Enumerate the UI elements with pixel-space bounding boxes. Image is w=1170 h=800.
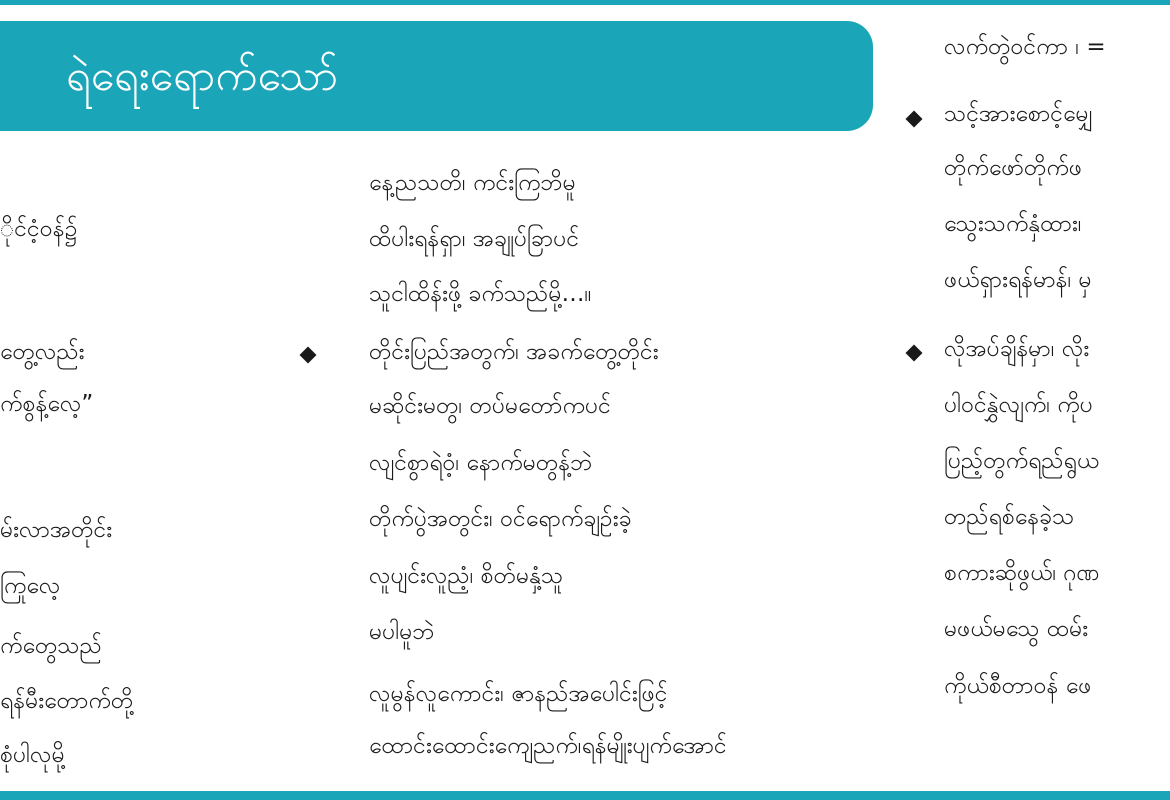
text-line: တိုက်ပွဲအတွင်း၊ ဝင်ရောက်ချဉ်းခဲ့ [369, 506, 632, 532]
bullet-diamond-icon [906, 111, 923, 128]
text-line: ကိုယ်စီတာဝန် ဖေ [944, 673, 1092, 699]
text-line: သူငါထိန်းဖို့ ခက်သည်မို့…။ [369, 281, 592, 307]
text-line: စုံပါလုမို့ [0, 742, 65, 768]
text-line: လူမွန်လူကောင်း၊ ဇာနည်အပေါင်းဖြင့် [369, 681, 668, 707]
text-line: ပါဝင်နွှဲလျက်၊ ကိုပ [944, 392, 1093, 418]
text-line: လူပျင်းလူညံ့၊ စိတ်မနှံ့သူ [369, 563, 564, 589]
text-line: ဖယ်ရှားရန်မာန်၊ မှ [944, 267, 1092, 293]
text-line: ိုင်ငံ့ဝန်၌ [0, 216, 78, 242]
text-line: မဆိုင်းမတွ၊ တပ်မတော်ကပင် [369, 393, 611, 419]
text-line: လျင်စွာရဲဝံ့၊ နောက်မတွန့်ဘဲ [369, 450, 593, 476]
text-line: က်တွေသည် [0, 633, 102, 659]
bullet-diamond-icon [300, 347, 317, 364]
text-line: သင့်အားစောင့်မျှေ [944, 101, 1094, 127]
text-line: မဖယ်မသွေ ထမ်း [944, 616, 1089, 642]
text-line: လိုအပ်ချိန်မှာ၊ လိုး [944, 336, 1090, 362]
text-line: မ်းလာအတိုင်း [0, 517, 113, 543]
text-line: ထိပါးရန်ရှာ၊ အချုပ်ခြာပင် [369, 226, 580, 252]
text-line: ရန်မီးတောက်တို့ [0, 688, 134, 714]
text-line: တည်ရစ်နေခဲ့သ [944, 504, 1075, 530]
text-line: ပြည့်တွက်ရည်ရွယ [944, 448, 1100, 474]
text-line: စကားဆိုဖွယ်၊ ဂုဏ [944, 560, 1100, 586]
text-line: သွေးသက်နှံထား၊ [944, 211, 1082, 237]
text-line: တွေ့လည်း [0, 339, 85, 365]
top-rule [0, 0, 1170, 5]
text-line: ထောင်းထောင်းကျေညက်၊ရန်မျိုးပျက်အောင် [369, 733, 727, 759]
title-banner [0, 21, 873, 131]
text-line: လက်တွဲဝင်ကာ ၊ = [944, 34, 1106, 60]
text-line: က်စွန့်လေ့” [0, 391, 94, 417]
text-line: တိုင်းပြည်အတွက်၊ အခက်တွေ့တိုင်း [369, 339, 659, 365]
text-line: တိုက်ဖော်တိုက်ဖ [944, 155, 1083, 181]
bullet-diamond-icon [906, 345, 923, 362]
text-line: မပါမူဘဲ [369, 619, 435, 645]
page-title: ရဲရေးရောက်သော် [66, 51, 339, 101]
text-line: ကြုလေ့ [0, 573, 61, 599]
text-line: နေ့ညသတိ၊ ကင်းကြဘိမူ [369, 170, 576, 196]
bottom-rule [0, 791, 1170, 800]
